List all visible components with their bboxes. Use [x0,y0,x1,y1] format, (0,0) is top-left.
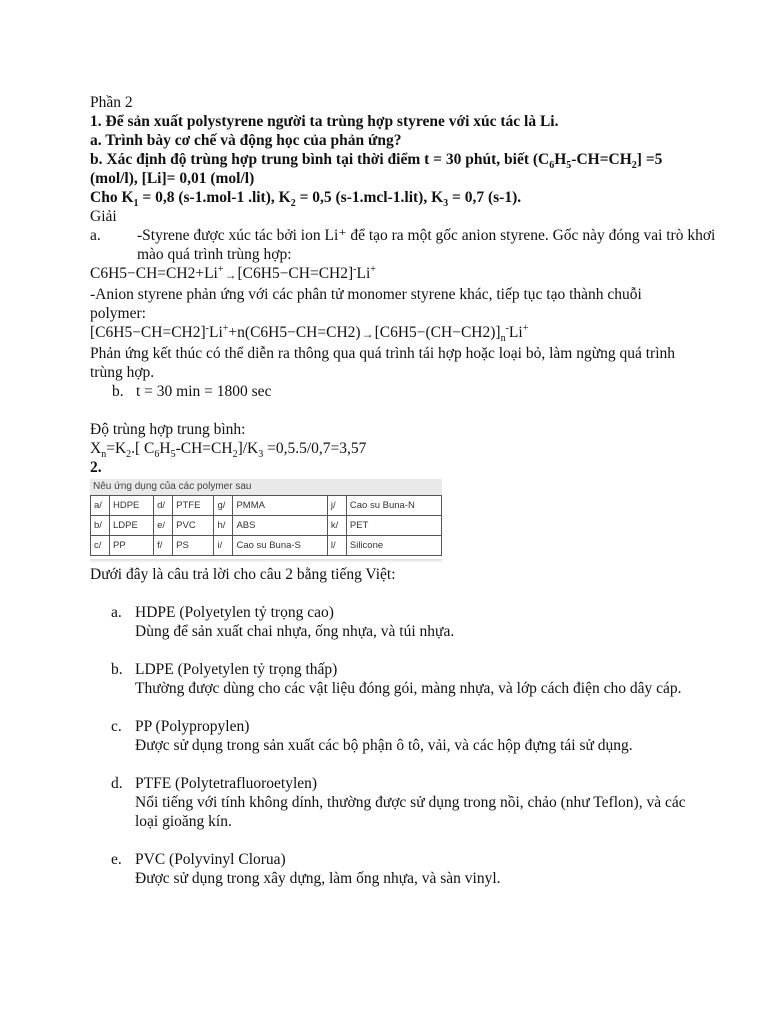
polymer-name: HDPE (Polyetylen tỷ trọng cao) [135,604,334,621]
table-cell-key: f/ [154,536,173,556]
list-item-letter: a. [111,604,122,621]
answers-list [90,603,690,888]
polymer-name: LDPE (Polyetylen tỷ trọng thấp) [135,661,338,678]
question-1a: a. Trình bày cơ chế và động học của phản ứng? [90,132,402,149]
table-cell-key: k/ [327,516,346,536]
polymer-table-image [90,479,442,563]
table-caption: Nêu ứng dụng của các polymer sau [90,479,442,495]
table-cell-polymer: PP [110,536,154,556]
polymer-description: Được sử dụng trong xây dựng, làm ống nhựa, và sàn vinyl. [135,870,501,887]
table-cell-key: g/ [214,496,233,516]
propagation-text: -Anion styrene phản ứng với các phân tử monomer styrene khác, tiếp tục tạo thành chuỗi polymer: [90,286,642,322]
solution-label: Giải [90,208,117,225]
rate-constants: Cho $K_1 = 0,8$ (s-1.mol-1 .lit), $K_2 = 0,5$ (s-1.mcl-1.lit), $K_3 = 0,7$ (s-1). [90,189,522,210]
table-cell-key: h/ [214,516,233,536]
list-item-letter: d. [111,775,123,792]
question-1b: b. Xác định độ trùng hợp trung bình tại thời điểm t = 30 phút, biết $(C_6H_5-CH=CH_2] =5$ (mol/l), [Li]= 0,01 (mol/l) [90,151,663,187]
table-cell-polymer: PTFE [173,496,214,516]
polymer-name: PP (Polypropylen) [135,718,250,735]
table-cell-polymer: HDPE [110,496,154,516]
table-row [91,536,442,556]
list-item-letter: b. [111,661,123,678]
solution-part-b [90,382,690,401]
question-2-label: 2. [90,459,102,476]
table-cell-polymer: PMMA [233,496,327,516]
list-item [90,850,690,888]
list-item-letter: e. [111,851,122,868]
polymer-description: Thường được dùng cho các vật liệu đóng gói, màng nhựa, và lớp cách điện cho dây cáp. [135,680,682,697]
average-degree-label: Độ trùng hợp trung bình: [90,421,246,438]
solution-b-text: t = 30 min = 1800 sec [136,383,272,400]
polymer-description: Được sử dụng trong sản xuất các bộ phận ô tô, vải, và các hộp đựng tái sử dụng. [135,737,633,754]
table-cell-polymer: PVC [173,516,214,536]
list-item [90,774,690,831]
part-title: Phần 2 [90,94,133,111]
table-cell-key: j/ [327,496,346,516]
termination-text: Phản ứng kết thúc có thể diễn ra thông qua quá trình tái hợp hoặc loại bỏ, làm ngừng quá trình trùng hợp. [90,345,676,381]
polymer-table [90,495,442,556]
table-cell-key: l/ [327,536,346,556]
solution-a-text: -Styrene được xúc tác bởi ion Li⁺ để tạo ra một gốc anion styrene. Gốc này đóng vai trò khơi mào quá trình trùng hợp: [137,227,716,263]
answer-intro: Dưới đây là câu trả lời cho câu 2 bằng tiếng Việt: [90,566,396,583]
polymer-name: PVC (Polyvinyl Clorua) [135,851,286,868]
table-cell-polymer: PET [346,516,441,536]
table-cell-polymer: Cao su Buna-S [233,536,327,556]
table-cell-polymer: ABS [233,516,327,536]
polymer-description: Nổi tiếng với tính không dính, thường được sử dụng trong nồi, chảo (như Teflon), và các loại gioăng kín. [135,794,686,830]
solution-part-a [90,226,716,264]
question-1-title: 1. Để sản xuất polystyrene người ta trùng hợp styrene với xúc tác là Li. [90,113,559,130]
polymer-name: PTFE (Polytetrafluoroetylen) [135,775,318,792]
table-cell-polymer: LDPE [110,516,154,536]
document-page [90,93,716,907]
list-item [90,660,690,698]
table-cell-polymer: Cao su Buna-N [346,496,441,516]
table-cell-key: i/ [214,536,233,556]
solution-a-label: a. [90,227,101,244]
table-cell-key: a/ [91,496,110,516]
table-row [91,496,442,516]
average-degree-formula: $X_n=K_2$.[ $C_6H_5-CH=CH_2]/K_3 =0,5.5/0,7=3,57$ [90,440,367,461]
table-cell-key: d/ [154,496,173,516]
table-row [91,516,442,536]
initiation-equation: C6H5−CH=CH2+Li+→[C6H5−CH=CH2]-Li+ [90,263,376,282]
solution-b-label: b. [112,383,124,400]
propagation-equation: $[C6H5-CH=CH2]^-Li^++n(C6H5-CH=CH2)\to[C6H5-(CH-CH2)]_n^-Li^+$ [90,322,529,345]
list-item [90,717,690,755]
table-cell-polymer: PS [173,536,214,556]
table-cell-key: e/ [154,516,173,536]
list-item-letter: c. [111,718,122,735]
table-cell-polymer: Silicone [346,536,441,556]
polymer-description: Dùng để sản xuất chai nhựa, ống nhựa, và túi nhựa. [135,623,455,640]
table-cell-key: c/ [91,536,110,556]
table-cell-key: b/ [91,516,110,536]
list-item [90,603,690,641]
